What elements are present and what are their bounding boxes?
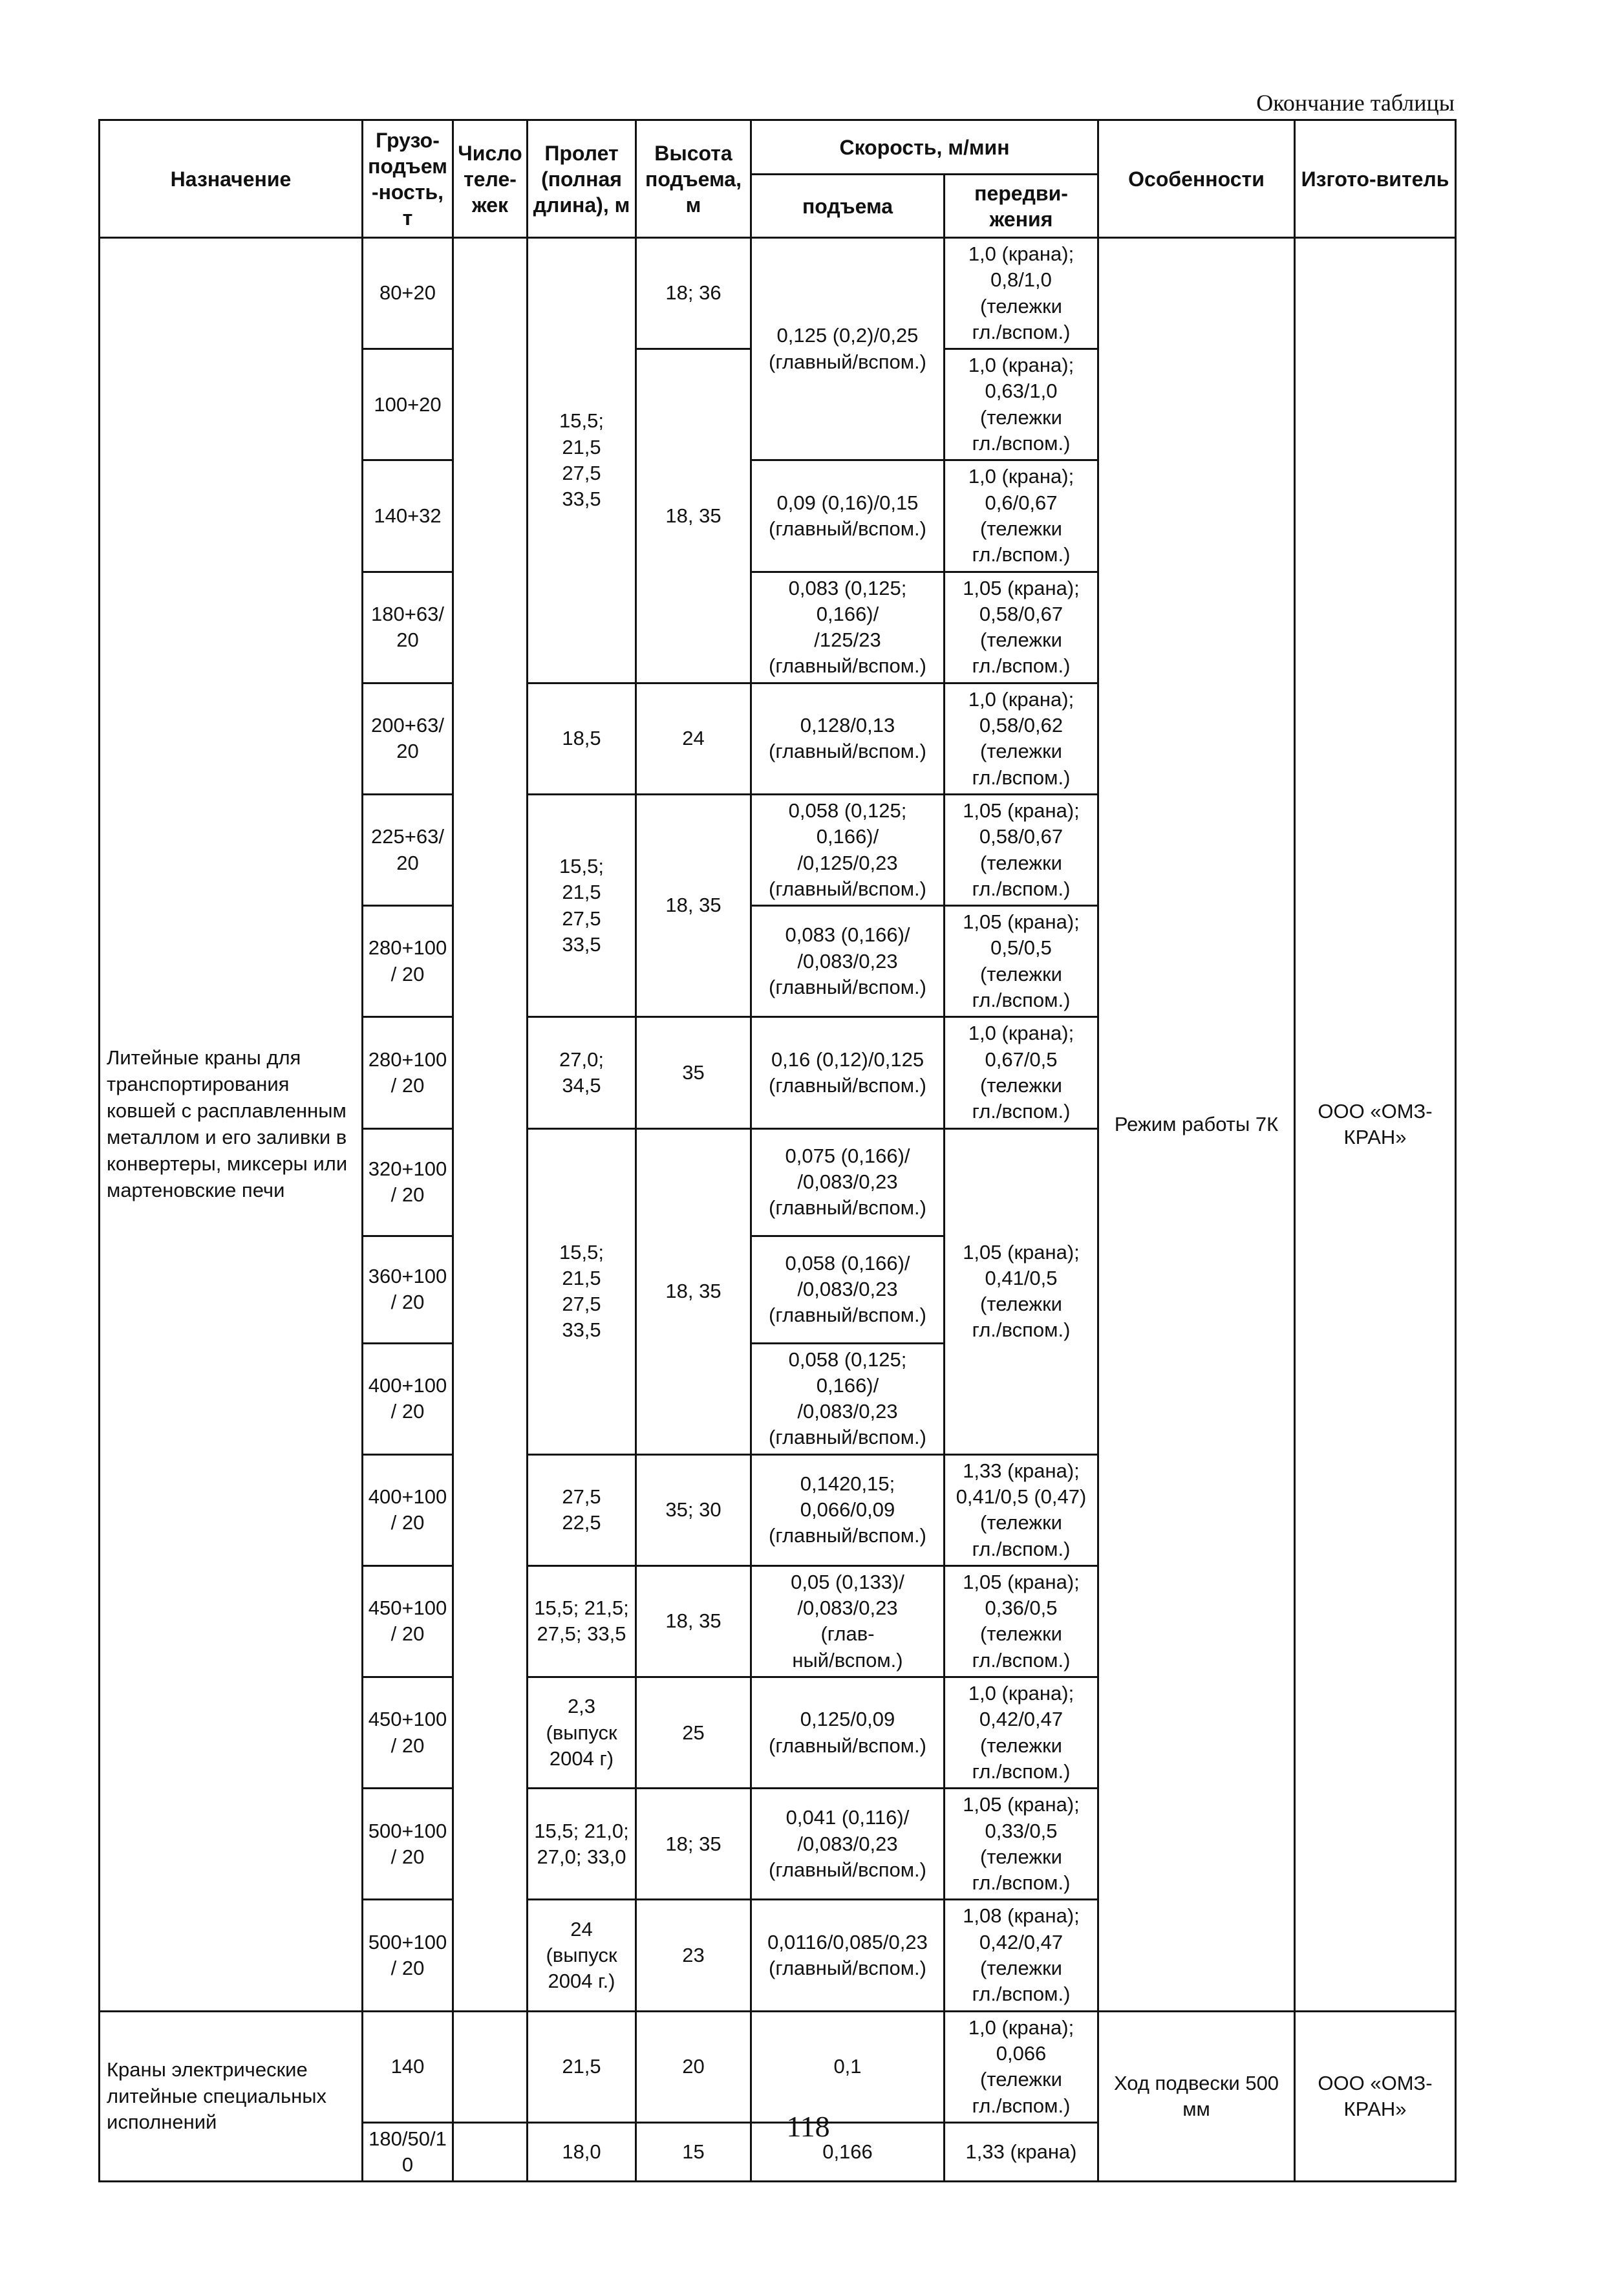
- travel-speed-cell: 1,0 (крана); 0,8/1,0 (тележки гл./вспом.): [945, 238, 1098, 349]
- header-trolleys: Число теле-жек: [453, 120, 528, 238]
- header-maker: Изгото-витель: [1295, 120, 1456, 238]
- capacity-cell: 80+20: [363, 238, 453, 349]
- header-capacity: Грузо-подъем-ность, т: [363, 120, 453, 238]
- purpose-cell: Литейные краны для транспортирования ковшей с расплавленным металлом и его заливки в конвертеры, миксеры или мартеновские печи: [100, 238, 363, 2012]
- height-cell: 24: [636, 683, 751, 794]
- capacity-cell: 180+63/ 20: [363, 572, 453, 683]
- lift-speed-cell: 0,05 (0,133)/ /0,083/0,23 (глав- ный/вспом.): [751, 1565, 945, 1677]
- span-cell: 15,5; 21,5 27,5 33,5: [528, 794, 636, 1016]
- travel-speed-cell: 1,05 (крана); 0,33/0,5 (тележки гл./вспом.): [945, 1789, 1098, 1900]
- capacity-cell: 360+100/ 20: [363, 1236, 453, 1343]
- lift-speed-cell: 0,128/0,13 (главный/вспом.): [751, 683, 945, 794]
- capacity-cell: 320+100/ 20: [363, 1128, 453, 1236]
- purpose-cell: Краны электрические литейные специальных исполнений: [100, 2011, 363, 2182]
- capacity-cell: 400+100/ 20: [363, 1454, 453, 1565]
- capacity-cell: 100+20: [363, 349, 453, 460]
- travel-speed-cell: 1,33 (крана): [945, 2122, 1098, 2182]
- height-cell: 18; 35: [636, 1789, 751, 1900]
- height-cell: 18, 35: [636, 1565, 751, 1677]
- travel-speed-cell: 1,0 (крана); 0,58/0,62 (тележки гл./вспом.): [945, 683, 1098, 794]
- height-cell: 18, 35: [636, 1128, 751, 1454]
- capacity-cell: 200+63/ 20: [363, 683, 453, 794]
- header-features: Особенности: [1098, 120, 1295, 238]
- span-cell: 27,0; 34,5: [528, 1017, 636, 1128]
- header-speed-lift: подъема: [751, 175, 945, 238]
- crane-specs-table: [98, 119, 1457, 2182]
- height-cell: 25: [636, 1677, 751, 1789]
- height-cell: 15: [636, 2122, 751, 2182]
- height-cell: 18, 35: [636, 794, 751, 1016]
- height-cell: 35; 30: [636, 1454, 751, 1565]
- span-cell: 15,5; 21,5 27,5 33,5: [528, 1128, 636, 1454]
- travel-speed-cell: 1,05 (крана); 0,5/0,5 (тележки гл./вспом.): [945, 906, 1098, 1017]
- header-speed: Скорость, м/мин: [751, 120, 1098, 175]
- span-cell: 21,5: [528, 2011, 636, 2122]
- lift-speed-cell: 0,083 (0,166)/ /0,083/0,23 (главный/вспом.): [751, 906, 945, 1017]
- capacity-cell: 280+100/ 20: [363, 906, 453, 1017]
- lift-speed-cell: 0,125 (0,2)/0,25 (главный/вспом.): [751, 238, 945, 460]
- lift-speed-cell: 0,1: [751, 2011, 945, 2122]
- travel-speed-cell: 1,08 (крана); 0,42/0,47 (тележки гл./вспом.): [945, 1900, 1098, 2011]
- travel-speed-cell: 1,05 (крана); 0,41/0,5 (тележки гл./вспом.): [945, 1128, 1098, 1454]
- capacity-cell: 400+100/ 20: [363, 1343, 453, 1454]
- lift-speed-cell: 0,16 (0,12)/0,125 (главный/вспом.): [751, 1017, 945, 1128]
- span-cell: 15,5; 21,0; 27,0; 33,0: [528, 1789, 636, 1900]
- span-cell: 2,3 (выпуск 2004 г): [528, 1677, 636, 1789]
- height-cell: 18; 36: [636, 238, 751, 349]
- capacity-cell: 450+100/ 20: [363, 1565, 453, 1677]
- travel-speed-cell: 1,05 (крана); 0,36/0,5 (тележки гл./вспом.): [945, 1565, 1098, 1677]
- header-purpose: Назначение: [100, 120, 363, 238]
- lift-speed-cell: 0,125/0,09 (главный/вспом.): [751, 1677, 945, 1789]
- trolleys-cell: [453, 2122, 528, 2182]
- span-cell: 24 (выпуск 2004 г.): [528, 1900, 636, 2011]
- capacity-cell: 500+100/ 20: [363, 1900, 453, 2011]
- span-cell: 18,5: [528, 683, 636, 794]
- height-cell: 20: [636, 2011, 751, 2122]
- capacity-cell: 225+63/ 20: [363, 794, 453, 905]
- height-cell: 35: [636, 1017, 751, 1128]
- lift-speed-cell: 0,083 (0,125; 0,166)/ /125/23 (главный/вспом.): [751, 572, 945, 683]
- capacity-cell: 140+32: [363, 460, 453, 572]
- maker-cell: ООО «ОМЗ-КРАН»: [1295, 238, 1456, 2012]
- capacity-cell: 140: [363, 2011, 453, 2122]
- travel-speed-cell: 1,0 (крана); 0,066 (тележки гл./вспом.): [945, 2011, 1098, 2122]
- lift-speed-cell: 0,041 (0,116)/ /0,083/0,23 (главный/вспом.): [751, 1789, 945, 1900]
- travel-speed-cell: 1,0 (крана); 0,6/0,67 (тележки гл./вспом.): [945, 460, 1098, 572]
- features-cell: Ход подвески 500 мм: [1098, 2011, 1295, 2182]
- travel-speed-cell: 1,0 (крана); 0,67/0,5 (тележки гл./вспом.): [945, 1017, 1098, 1128]
- travel-speed-cell: 1,0 (крана); 0,63/1,0 (тележки гл./вспом.): [945, 349, 1098, 460]
- span-cell: 18,0: [528, 2122, 636, 2182]
- capacity-cell: 450+100/ 20: [363, 1677, 453, 1789]
- travel-speed-cell: 1,05 (крана); 0,58/0,67 (тележки гл./вспом.): [945, 794, 1098, 905]
- maker-cell: ООО «ОМЗ-КРАН»: [1295, 2011, 1456, 2182]
- span-cell: 15,5; 21,5; 27,5; 33,5: [528, 1565, 636, 1677]
- lift-speed-cell: 0,09 (0,16)/0,15 (главный/вспом.): [751, 460, 945, 572]
- span-cell: 27,5 22,5: [528, 1454, 636, 1565]
- lift-speed-cell: 0,058 (0,125; 0,166)/ /0,125/0,23 (главный/вспом.): [751, 794, 945, 905]
- lift-speed-cell: 0,1420,15; 0,066/0,09 (главный/вспом.): [751, 1454, 945, 1565]
- travel-speed-cell: 1,05 (крана); 0,58/0,67 (тележки гл./вспом.): [945, 572, 1098, 683]
- travel-speed-cell: 1,33 (крана); 0,41/0,5 (0,47) (тележки гл./вспом.): [945, 1454, 1098, 1565]
- page-number: 118: [786, 2110, 830, 2143]
- header-span: Пролет (полная длина), м: [528, 120, 636, 238]
- capacity-cell: 180/50/10: [363, 2122, 453, 2182]
- lift-speed-cell: 0,058 (0,125; 0,166)/ /0,083/0,23 (главный/вспом.): [751, 1343, 945, 1454]
- travel-speed-cell: 1,0 (крана); 0,42/0,47 (тележки гл./вспом.): [945, 1677, 1098, 1789]
- table-continuation-caption: Окончание таблицы: [1256, 90, 1455, 116]
- header-speed-travel: передви-жения: [945, 175, 1098, 238]
- capacity-cell: 280+100/ 20: [363, 1017, 453, 1128]
- span-cell: 15,5; 21,5 27,5 33,5: [528, 238, 636, 683]
- lift-speed-cell: 0,166: [751, 2122, 945, 2182]
- trolleys-cell: [453, 238, 528, 2012]
- capacity-cell: 500+100/ 20: [363, 1789, 453, 1900]
- header-lift-height: Высота подъема, м: [636, 120, 751, 238]
- table-row: [100, 238, 1456, 349]
- lift-speed-cell: 0,058 (0,166)/ /0,083/0,23 (главный/вспом.): [751, 1236, 945, 1343]
- height-cell: 23: [636, 1900, 751, 2011]
- lift-speed-cell: 0,0116/0,085/0,23 (главный/вспом.): [751, 1900, 945, 2011]
- table-row: [100, 2011, 1456, 2122]
- features-cell: Режим работы 7К: [1098, 238, 1295, 2012]
- trolleys-cell: [453, 2011, 528, 2122]
- lift-speed-cell: 0,075 (0,166)/ /0,083/0,23 (главный/вспом.): [751, 1128, 945, 1236]
- height-cell: 18, 35: [636, 349, 751, 683]
